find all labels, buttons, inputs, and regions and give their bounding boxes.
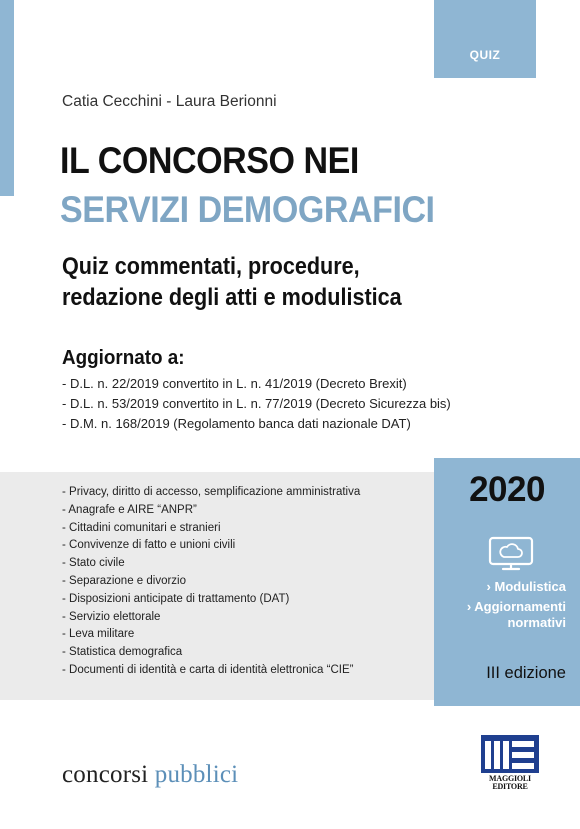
list-item: - Statistica demografica (62, 646, 183, 659)
list-item: - Disposizioni anticipate di trattamento (DAT) (62, 592, 290, 605)
series-logo (62, 761, 238, 789)
publisher-logo-icon (481, 735, 539, 773)
authors: Catia Cecchini - Laura Berionni (62, 93, 277, 110)
series-tab-label: QUIZ (469, 48, 501, 62)
publisher-name-line2: EDITORE (492, 782, 528, 791)
list-item: - Servizio elettorale (62, 610, 161, 623)
list-item: - Documenti di identità e carta di identità elettronica “CIE” (62, 663, 354, 676)
feature-aggiornamenti-line2: normativi (507, 615, 566, 630)
list-item: - Stato civile (62, 557, 125, 570)
series-logo-part1: concorsi (62, 761, 155, 788)
list-item: - D.M. n. 168/2019 (Regolamento banca dati nazionale DAT) (62, 416, 411, 431)
series-tab (434, 0, 536, 78)
publisher-name (478, 775, 542, 791)
updates-heading: Aggiornato a: (62, 346, 185, 369)
list-item: - Anagrafe e AIRE “ANPR” (62, 503, 197, 516)
topics-list (62, 484, 360, 680)
edition-label: III edizione (486, 664, 566, 682)
list-item: - Convivenze di fatto e unioni civili (62, 539, 236, 552)
list-item: - Leva militare (62, 628, 135, 641)
list-item: - Separazione e divorzio (62, 574, 187, 587)
cloud-monitor-icon (487, 536, 535, 572)
book-title-line2: SERVIZI DEMOGRAFICI (60, 189, 435, 230)
subtitle-line1: Quiz commentati, procedure, (62, 253, 360, 280)
updates-list (62, 374, 451, 434)
edition-year: 2020 (469, 470, 545, 509)
subtitle-line2: redazione degli atti e modulistica (62, 284, 402, 311)
feature-aggiornamenti-line1: › Aggiornamenti (466, 599, 566, 614)
publisher-name-line1: MAGGIOLI (489, 774, 531, 783)
list-item: - D.L. n. 22/2019 convertito in L. n. 41/2019 (Decreto Brexit) (62, 376, 407, 391)
list-item: - Cittadini comunitari e stranieri (62, 521, 221, 534)
feature-aggiornamenti (440, 599, 566, 631)
list-item: - Privacy, diritto di accesso, semplificazione amministrativa (62, 486, 361, 498)
left-accent-stripe (0, 0, 14, 196)
feature-modulistica: › Modulistica (486, 579, 566, 594)
book-subtitle (62, 251, 402, 313)
book-title-line1: IL CONCORSO NEI (60, 140, 359, 181)
list-item: - D.L. n. 53/2019 convertito in L. n. 77/2019 (Decreto Sicurezza bis) (62, 396, 451, 411)
series-logo-part2: pubblici (154, 761, 239, 788)
